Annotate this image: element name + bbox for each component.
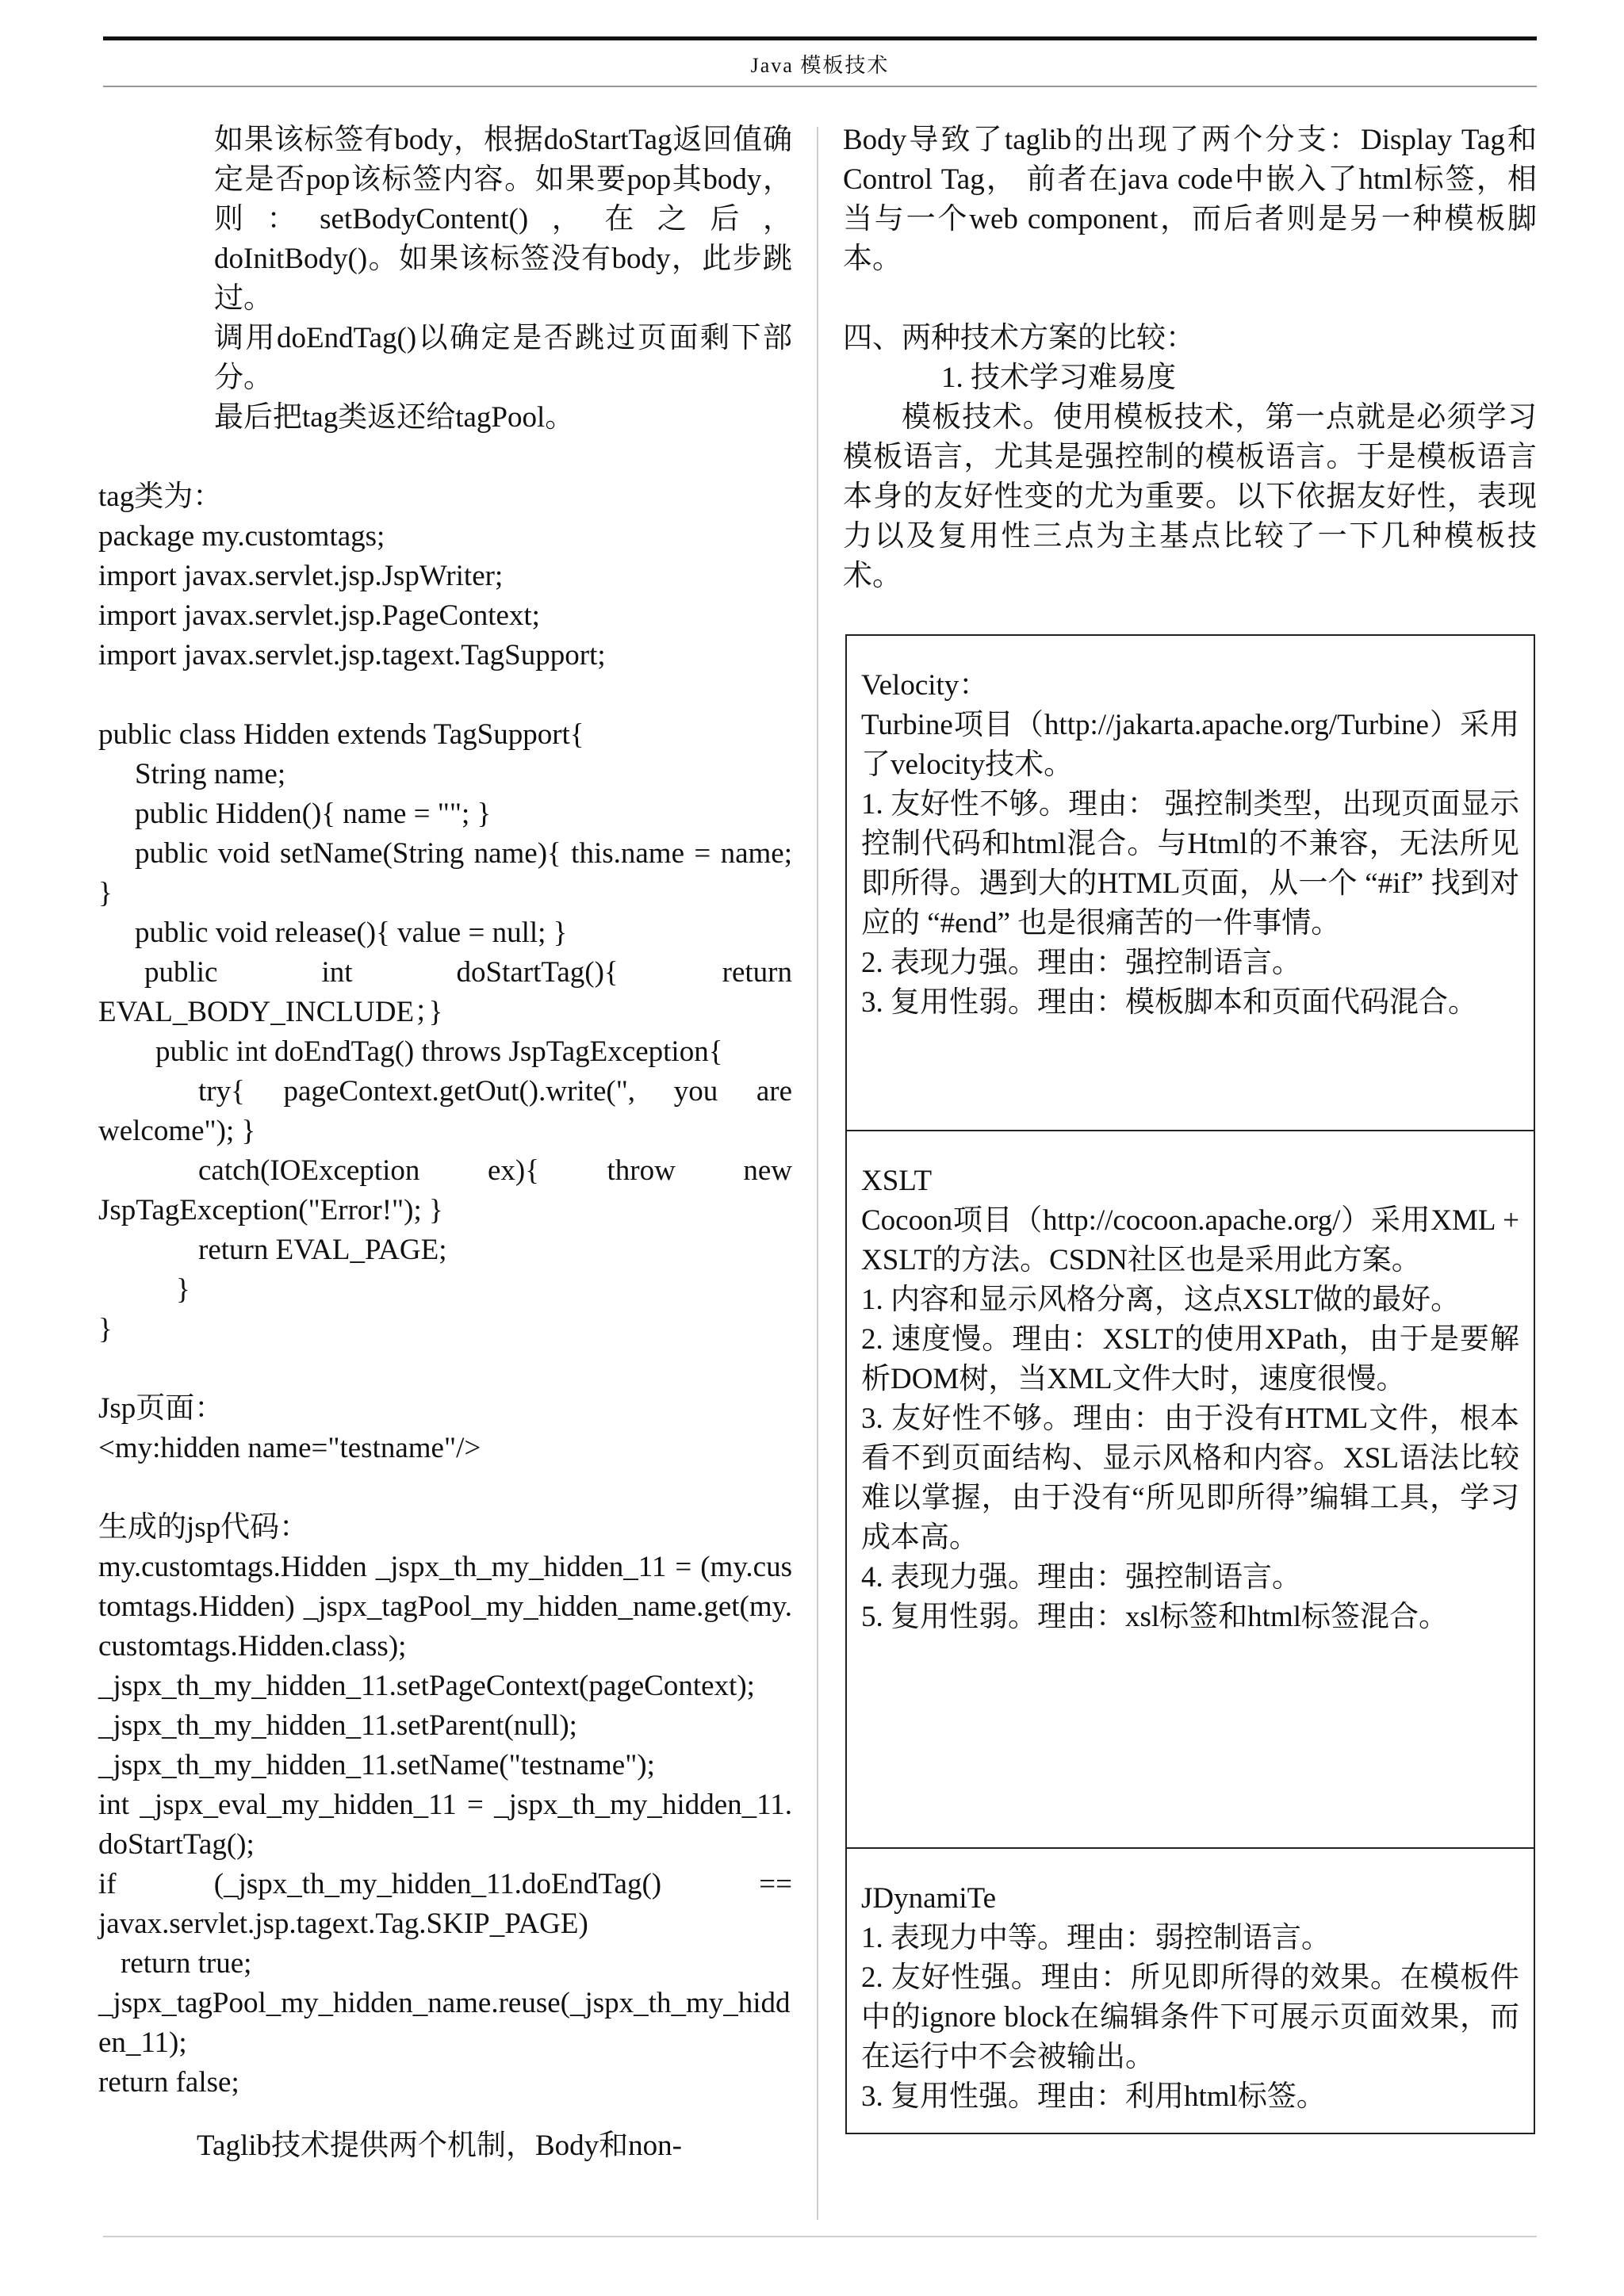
code-line: return EVAL_PAGE; <box>198 1234 447 1266</box>
code-line: } <box>176 1273 190 1306</box>
left-column <box>98 121 792 2166</box>
comparison-line: 1. 表现力中等。理由：弱控制语言。 <box>861 1922 1331 1954</box>
technology-name: XSLT <box>861 1165 933 1197</box>
generated-code-line: return false; <box>98 2066 239 2099</box>
code-line: import javax.servlet.jsp.JspWriter; <box>98 560 504 592</box>
generated-code-line: _jspx_th_my_hidden_11.setPageContext(pageContext); <box>98 1670 755 1702</box>
comparison-line: 2. 友好性强。理由：所见即所得的效果。在模板件中的ignore block在编辑条件下可展示页面效果，而在运行中不会被输出。 <box>861 1961 1519 2073</box>
generated-code-line: int _jspx_eval_my_hidden_11 = _jspx_th_my_hidden_11.doStartTag(); <box>98 1789 792 1861</box>
code-line: package my.customtags; <box>98 520 385 553</box>
code-line: public void release(){ value = null; } <box>135 916 568 949</box>
comparison-line: 3. 复用性弱。理由：模板脚本和页面代码混合。 <box>861 986 1477 1019</box>
comparison-line: 1. 友好性不够。理由： 强控制类型，出现页面显示控制代码和html混合。与Html的不兼容，无法所见即所得。遇到大的HTML页面，从一个 “#if” 找到对应的 “#end” 也是很痛苦的一件事情。 <box>861 788 1519 939</box>
section-title: 四、两种技术方案的比较： <box>843 322 1195 354</box>
subsection-title: 1. 技术学习难易度 <box>941 362 1176 394</box>
closing-paragraph: Taglib技术提供两个机制，Body和non- <box>197 2130 682 2162</box>
code-line: String name; <box>135 758 286 790</box>
header-bottom-rule <box>103 86 1537 87</box>
code-line: import javax.servlet.jsp.PageContext; <box>98 599 540 632</box>
intro-paragraph-2: 调用doEndTag()以确定是否跳过页面剩下部分。 <box>214 322 792 394</box>
comparison-line: Cocoon项目（http://cocoon.apache.org/）采用XML + XSLT的方法。CSDN社区也是采用此方案。 <box>861 1204 1519 1276</box>
code-line: try{ pageContext.getOut().write(", you are welcome"); } <box>98 1075 792 1147</box>
comparison-cell-velocity <box>845 634 1535 1130</box>
header-top-rule <box>103 36 1537 40</box>
jsp-code: <my:hidden name="testname"/> <box>98 1432 481 1464</box>
intro-paragraph-3: 最后把tag类返还给tagPool。 <box>214 401 575 434</box>
comparison-cell-xslt <box>845 1130 1535 1847</box>
jsp-label: Jsp页面： <box>98 1392 224 1425</box>
code-line: import javax.servlet.jsp.tagext.TagSupport; <box>98 639 606 672</box>
intro-paragraph-1: 如果该标签有body，根据doStartTag返回值确定是否pop该标签内容。如果要pop其body，则：setBodyContent()，在之后，doInitBody()。如果该标签没有body，此步跳过。 <box>214 124 792 315</box>
generated-code-line: _jspx_th_my_hidden_11.setName("testname"); <box>98 1749 655 1781</box>
code-line: public void setName(String name){ this.name = name; } <box>98 837 792 909</box>
comparison-line: 4. 表现力强。理由：强控制语言。 <box>861 1561 1301 1594</box>
code-line: } <box>98 1313 113 1345</box>
generated-code-line: return true; <box>121 1947 252 1980</box>
comparison-line: 3. 复用性强。理由：利用html标签。 <box>861 2080 1326 2113</box>
section-body: 模板技术。使用模板技术，第一点就是必须学习模板语言，尤其是强控制的模板语言。于是模板语言本身的友好性变的尤为重要。以下依据友好性，表现力以及复用性三点为主基点比较了一下几种模板技术。 <box>843 401 1537 592</box>
continuation-paragraph: Body导致了taglib的出现了两个分支：Display Tag和Control Tag， 前者在java code中嵌入了html标签，相当与一个web component，而后者则是另一种模板脚本。 <box>843 124 1537 275</box>
code-line: catch(IOException ex){ throw new JspTagException("Error!"); } <box>98 1154 792 1226</box>
code-line: public Hidden(){ name = ""; } <box>135 798 492 830</box>
tag-class-label: tag类为： <box>98 480 223 513</box>
comparison-line: Turbine项目（http://jakarta.apache.org/Turbine）采用了velocity技术。 <box>861 709 1519 781</box>
comparison-line: 2. 表现力强。理由：强控制语言。 <box>861 947 1301 979</box>
right-column <box>843 121 1537 596</box>
comparison-cell-jdynamite <box>845 1847 1535 2134</box>
code-line: public int doEndTag() throws JspTagException{ <box>155 1035 723 1068</box>
comparison-line: 3. 友好性不够。理由：由于没有HTML文件，根本看不到页面结构、显示风格和内容。XSL语法比较难以掌握，由于没有“所见即所得”编辑工具，学习成本高。 <box>861 1402 1519 1554</box>
code-line: public class Hidden extends TagSupport{ <box>98 718 584 751</box>
column-separator <box>817 127 818 2220</box>
generated-code-line: _jspx_th_my_hidden_11.setParent(null); <box>98 1709 577 1742</box>
generated-label: 生成的jsp代码： <box>98 1511 309 1544</box>
comparison-line: 2. 速度慢。理由：XSLT的使用XPath，由于是要解析DOM树，当XML文件大时，速度很慢。 <box>861 1323 1519 1395</box>
technology-name: Velocity： <box>861 669 989 702</box>
generated-code-line: if (_jspx_th_my_hidden_11.doEndTag() == javax.servlet.jsp.tagext.Tag.SKIP_PAGE) <box>98 1868 792 1940</box>
footer-rule <box>103 2236 1537 2237</box>
code-line: public int doStartTag(){ return EVAL_BODY_INCLUDE；} <box>98 956 792 1028</box>
comparison-line: 1. 内容和显示风格分离，这点XSLT做的最好。 <box>861 1284 1461 1316</box>
running-header: Java 模板技术 <box>750 54 890 77</box>
technology-name: JDynamiTe <box>861 1882 997 1915</box>
generated-code-line: my.customtags.Hidden _jspx_th_my_hidden_11 = (my.customtags.Hidden) _jspx_tagPool_my_hidden_name.get(my.customtags.Hidden.class); <box>98 1551 792 1663</box>
generated-code-line: _jspx_tagPool_my_hidden_name.reuse(_jspx_th_my_hidden_11); <box>98 1987 791 2059</box>
comparison-line: 5. 复用性弱。理由：xsl标签和html标签混合。 <box>861 1601 1449 1633</box>
